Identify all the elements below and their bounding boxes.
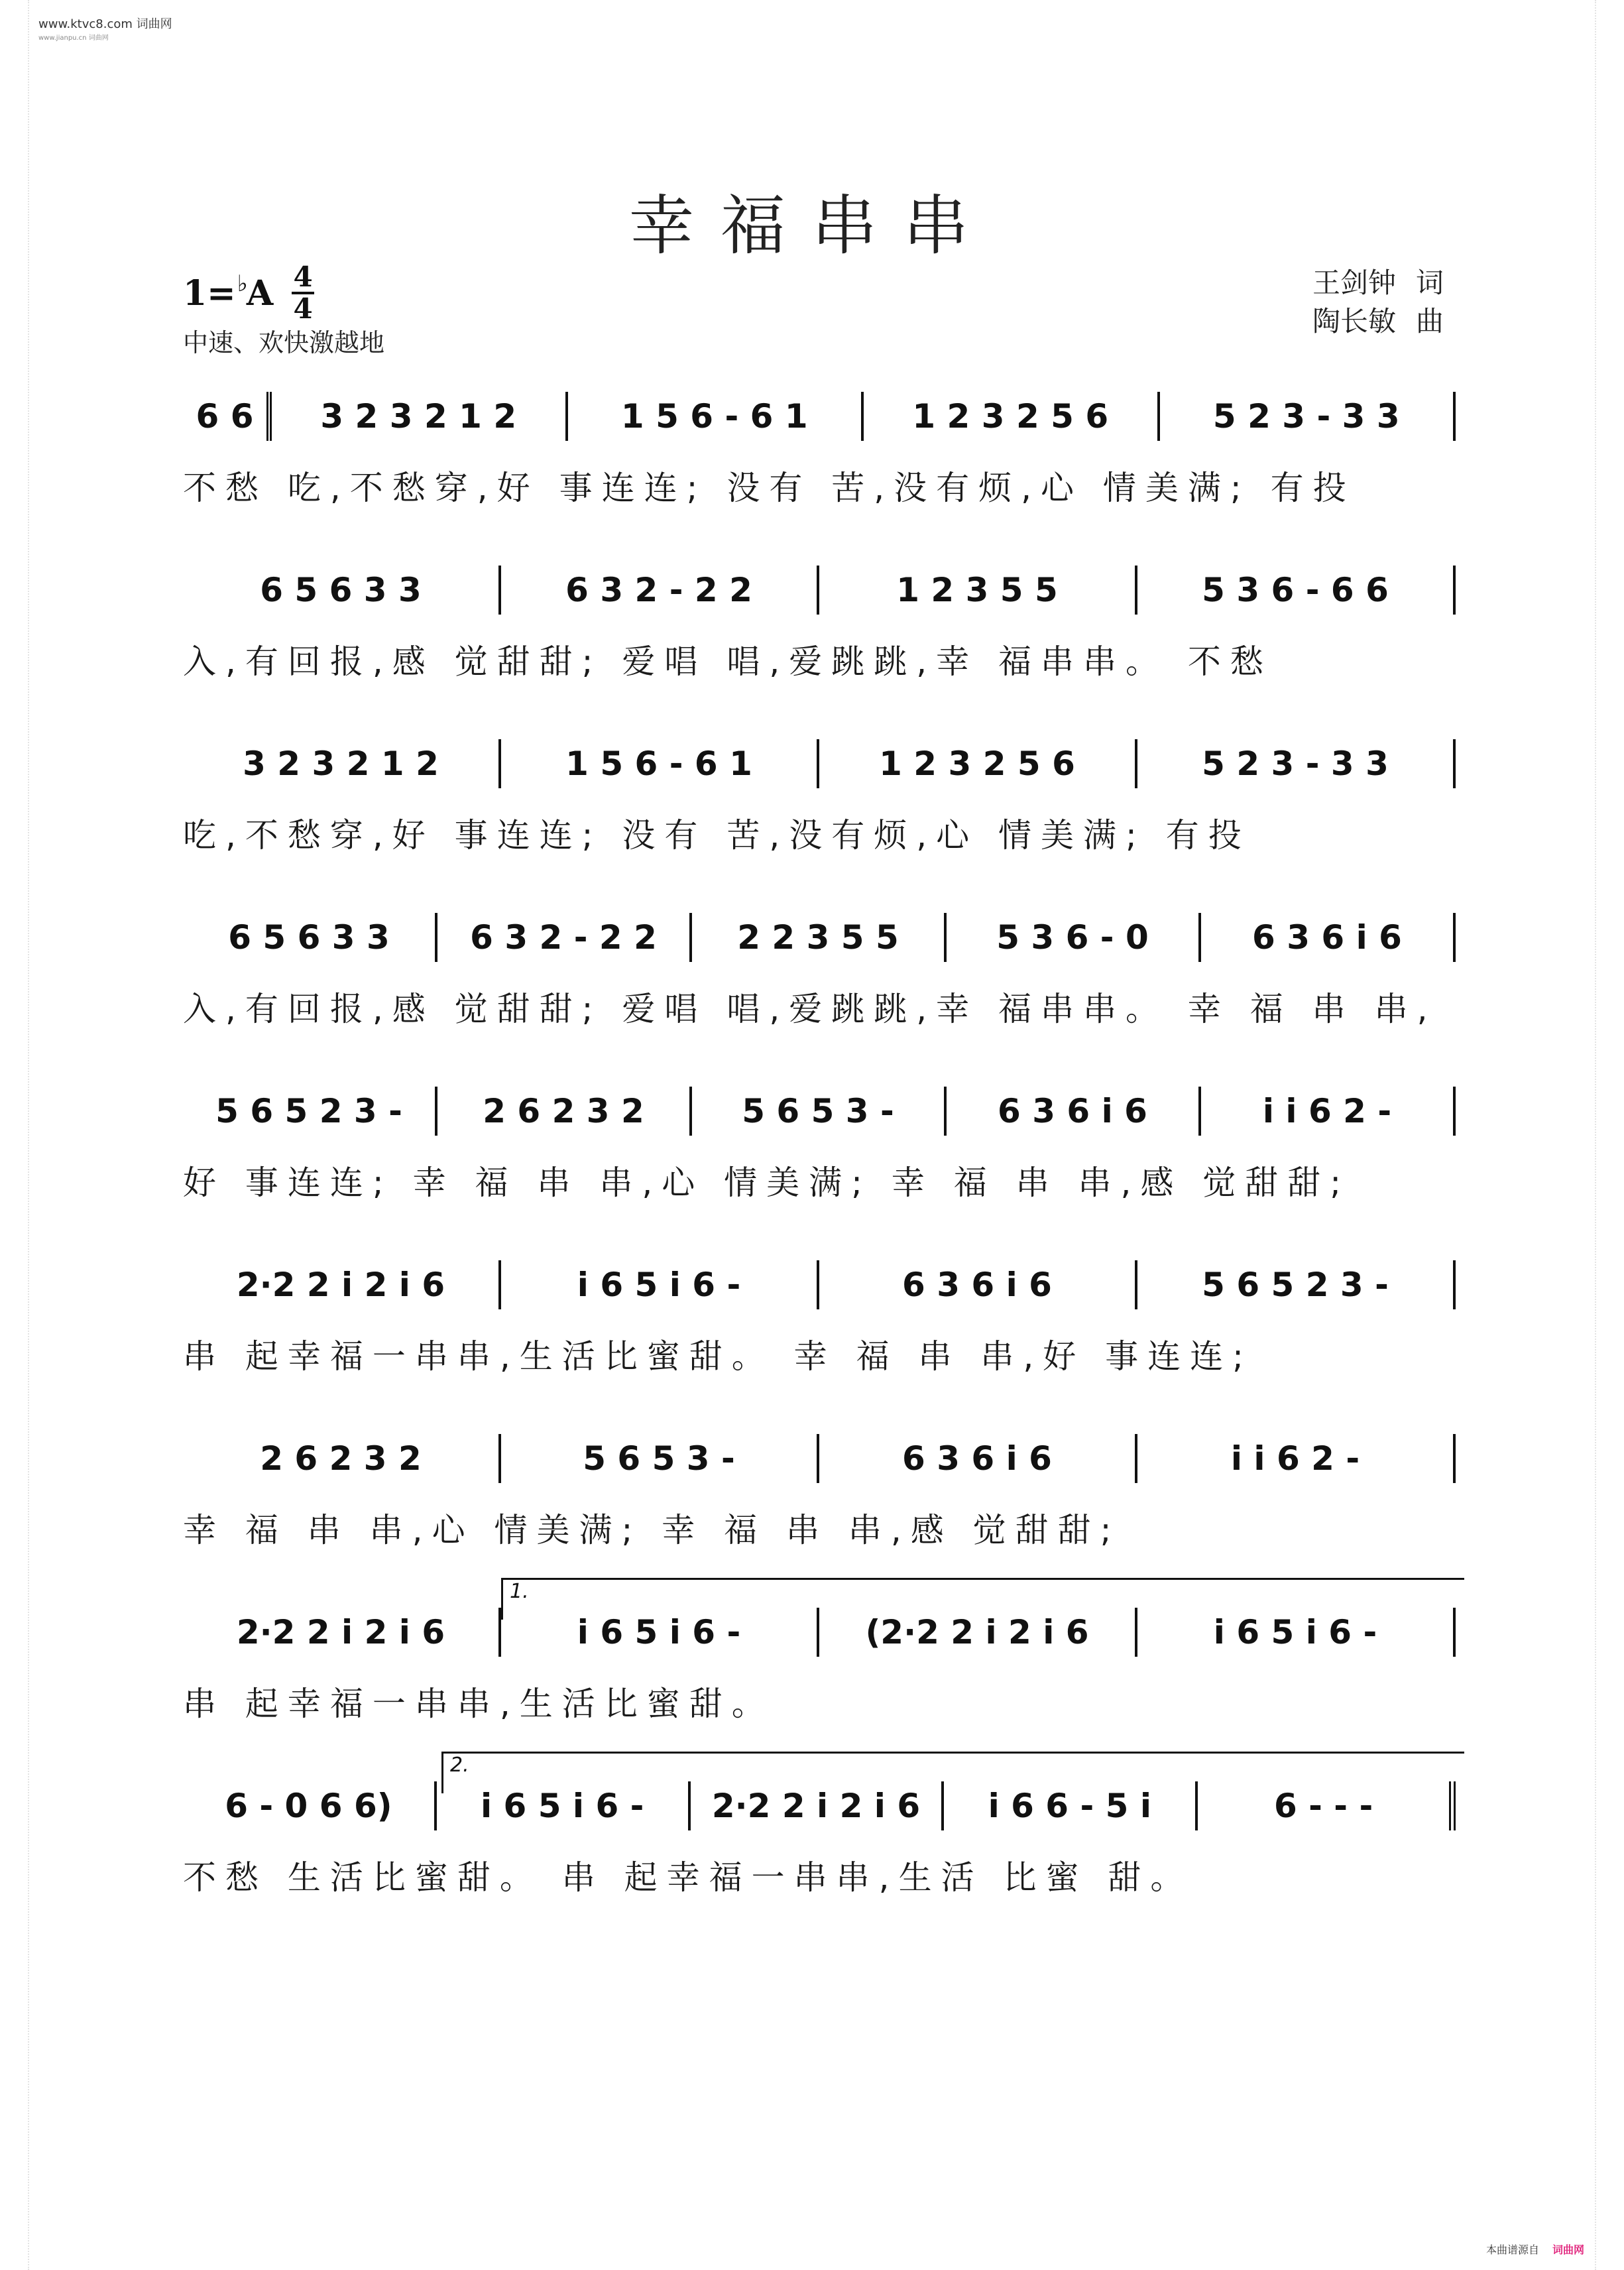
measure: 5 6 5 3 -	[501, 1434, 819, 1483]
notes-row	[183, 1078, 1456, 1144]
composer-name: 陶长敏	[1312, 305, 1396, 337]
measure: 1 2 3 2 5 6	[819, 739, 1137, 788]
measure: 1 5 6 - 6 1	[568, 392, 864, 441]
time-bottom: 4	[293, 292, 313, 325]
score	[183, 371, 1456, 1935]
site-brand-sub: www.jianpu.cn 词曲网	[38, 34, 109, 42]
measure: i i 6 2 -	[1137, 1434, 1456, 1483]
measure: 6 3 2 - 2 2	[437, 913, 692, 962]
measure: 5 6 5 3 -	[692, 1087, 947, 1136]
left-margin-strip	[0, 0, 29, 2270]
notes-row	[183, 557, 1456, 623]
notes-row	[183, 1252, 1456, 1318]
measure: 6 - - -	[1198, 1781, 1456, 1830]
lyric-line: 不愁 吃,不愁穿,好 事连连; 没有 苦,没有烦,心 情美满; 有投	[183, 469, 1356, 507]
notes-row	[183, 383, 1456, 449]
lyric-line: 吃,不愁穿,好 事连连; 没有 苦,没有烦,心 情美满; 有投	[183, 816, 1251, 855]
measure: 3 2 3 2 1 2	[183, 739, 501, 788]
measure: 2 6 2 3 2	[183, 1434, 501, 1483]
measure: i 6 6 - 5 i	[944, 1781, 1198, 1830]
measure: 6 5 6 3 3	[183, 566, 501, 615]
measure: 2·2 2 i 2 i 6	[183, 1260, 501, 1309]
site-brand[interactable]: www.ktvc8.com 词曲网	[38, 17, 172, 31]
measure: 1 5 6 - 6 1	[501, 739, 819, 788]
measure: 2 6 2 3 2	[437, 1087, 692, 1136]
footer-brand[interactable]: 词曲网	[1552, 2243, 1584, 2256]
key-prefix: 1=	[183, 272, 236, 314]
volta-bracket: 2.	[441, 1752, 1464, 1793]
measure: 2·2 2 i 2 i 6	[183, 1608, 501, 1657]
score-system	[183, 1240, 1456, 1413]
measure: 6 6	[183, 392, 272, 441]
measure: 6 3 6 i 6	[819, 1260, 1137, 1309]
time-signature	[292, 261, 314, 325]
flat-sign: ♭	[237, 270, 248, 297]
lyric-line: 不愁 生活比蜜甜。 串 起幸福一串串,生活 比蜜 甜。	[183, 1858, 1193, 1897]
measure: 1 2 3 2 5 6	[864, 392, 1160, 441]
measure: 6 3 6 i 6	[947, 1087, 1201, 1136]
measure: i i 6 2 -	[1201, 1087, 1456, 1136]
tempo-marking: 中速、欢快激越地	[183, 328, 385, 357]
measure: 3 2 3 2 1 2	[272, 392, 568, 441]
credits	[1312, 264, 1444, 341]
measure: i 6 5 i 6 -	[501, 1260, 819, 1309]
measure: 1 2 3 5 5	[819, 566, 1137, 615]
measure: i 6 5 i 6 -	[1137, 1608, 1456, 1657]
measure: 6 5 6 3 3	[183, 913, 437, 962]
score-system	[183, 1754, 1456, 1935]
lyric-line: 好 事连连; 幸 福 串 串,心 情美满; 幸 福 串 串,感 觉甜甜;	[183, 1164, 1351, 1202]
score-system	[183, 1066, 1456, 1240]
measure: 6 - 0 6 6)	[183, 1781, 437, 1830]
notes-row	[183, 731, 1456, 797]
composer-role: 曲	[1415, 305, 1444, 337]
volta-bracket: 1.	[501, 1578, 1464, 1620]
score-system	[183, 371, 1456, 545]
lyric-line: 串 起幸福一串串,生活比蜜甜。 幸 福 串 串,好 事连连;	[183, 1337, 1253, 1376]
lyric-line: 入,有回报,感 觉甜甜; 爱唱 唱,爱跳跳,幸 福串串。 幸 福 串 串,	[183, 990, 1437, 1028]
score-system	[183, 892, 1456, 1066]
measure: 5 6 5 2 3 -	[1137, 1260, 1456, 1309]
footer	[1486, 2241, 1584, 2257]
score-system	[183, 1413, 1456, 1587]
notes-row	[183, 904, 1456, 971]
key-signature	[183, 261, 314, 325]
measure: 5 6 5 2 3 -	[183, 1087, 437, 1136]
measure: 6 3 2 - 2 2	[501, 566, 819, 615]
composer-line	[1312, 302, 1444, 341]
measure: 5 3 6 - 0	[947, 913, 1201, 962]
lyricist-role: 词	[1415, 267, 1444, 299]
measure: 5 2 3 - 3 3	[1160, 392, 1456, 441]
measure: i 6 5 i 6 -	[437, 1781, 691, 1830]
notes-row	[183, 1425, 1456, 1492]
measure: 2·2 2 i 2 i 6	[691, 1781, 945, 1830]
lyric-line: 幸 福 串 串,心 情美满; 幸 福 串 串,感 觉甜甜;	[183, 1511, 1121, 1549]
time-top: 4	[293, 261, 313, 293]
measure: 2 2 3 5 5	[692, 913, 947, 962]
measure: 6 3 6 i 6	[1201, 913, 1456, 962]
measure: 5 2 3 - 3 3	[1137, 739, 1456, 788]
lyric-line: 串 起幸福一串串,生活比蜜甜。	[183, 1685, 774, 1723]
measure: 5 3 6 - 6 6	[1137, 566, 1456, 615]
score-system	[183, 719, 1456, 892]
lyric-line: 入,有回报,感 觉甜甜; 爱唱 唱,爱跳跳,幸 福串串。 不愁	[183, 642, 1273, 681]
score-system	[183, 1580, 1456, 1761]
measure: 6 3 6 i 6	[819, 1434, 1137, 1483]
footer-text: 本曲谱源自	[1485, 2243, 1539, 2256]
key-note: A	[246, 272, 274, 314]
right-margin-strip	[1595, 0, 1624, 2270]
measure: (2·2 2 i 2 i 6	[819, 1608, 1137, 1657]
measure: i 6 5 i 6 -	[501, 1608, 819, 1657]
song-title: 幸福串串	[628, 188, 995, 264]
lyricist-name: 王剑钟	[1312, 267, 1396, 299]
score-system	[183, 545, 1456, 719]
lyricist-line	[1312, 264, 1444, 302]
